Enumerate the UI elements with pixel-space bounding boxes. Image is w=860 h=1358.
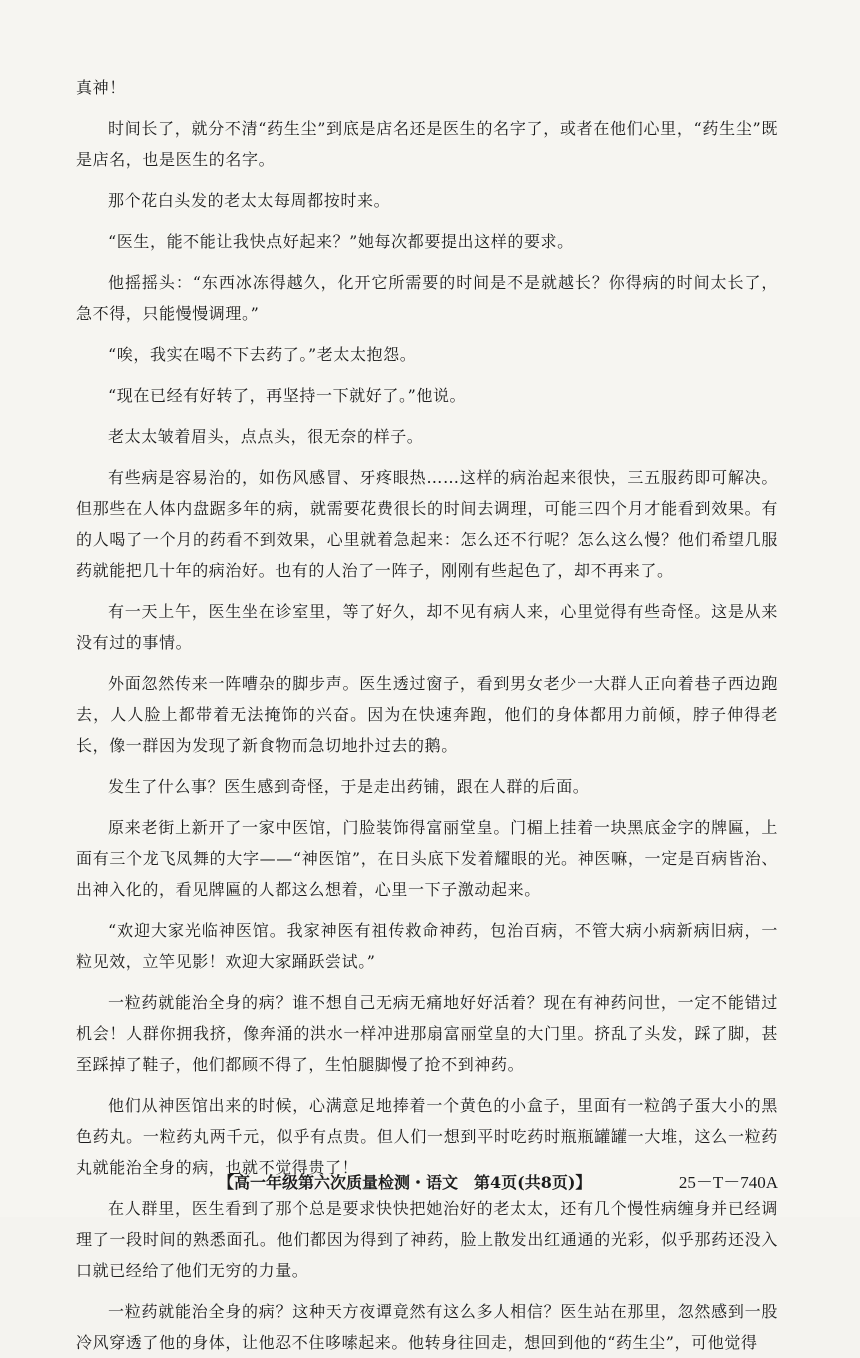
paragraph: 有一天上午，医生坐在诊室里，等了好久，却不见有病人来，心里觉得有些奇怪。这是从来没有过的事情。 <box>76 602 778 652</box>
paragraph: 发生了什么事？医生感到奇怪，于是走出药铺，跟在人群的后面。 <box>108 777 590 796</box>
paragraph: 他们从神医馆出来的时候，心满意足地捧着一个黄色的小盒子，里面有一粒鸽子蛋大小的黑色药丸。一粒药丸两千元，似乎有点贵。但人们一想到平时吃药时瓶瓶罐罐一大堆，这么一粒药丸就能治全身的病，也就不觉得贵了！ <box>76 1096 778 1177</box>
paragraph: 有些病是容易治的，如伤风感冒、牙疼眼热……这样的病治起来很快，三五服药即可解决。但那些在人体内盘踞多年的病，就需要花费很长的时间去调理，可能三四个月才能看到效果。有的人喝了一个月的药看不到效果，心里就着急起来：怎么还不行呢？怎么这么慢？他们希望几服药就能把几十年的病治好。也有的人治了一阵子，刚刚有些起色了，却不再来了。 <box>76 468 778 580</box>
paragraph: 他摇摇头：“东西冰冻得越久，化开它所需要的时间是不是就越长？你得病的时间太长了，急不得，只能慢慢调理。” <box>76 273 778 323</box>
body-text <box>76 72 778 1358</box>
paragraph: 老太太皱着眉头，点点头，很无奈的样子。 <box>108 427 424 446</box>
paragraph: “现在已经有好转了，再坚持一下就好了。”他说。 <box>108 386 467 405</box>
exam-label: 【高一年级第六次质量检测・语文 第4页(共8页)】 <box>218 1173 592 1192</box>
page-footer <box>218 1168 778 1193</box>
paragraph: “欢迎大家光临神医馆。我家神医有祖传救命神药，包治百病，不管大病小病新病旧病，一粒见效，立竿见影！欢迎大家踊跃尝试。” <box>76 921 778 971</box>
paragraph: “唉，我实在喝不下去药了。”老太太抱怨。 <box>108 345 417 364</box>
paragraph: 原来老街上新开了一家中医馆，门脸装饰得富丽堂皇。门楣上挂着一块黑底金字的牌匾，上面有三个龙飞凤舞的大字——“神医馆”，在日头底下发着耀眼的光。神医嘛，一定是百病皆治、出神入化的，看见牌匾的人都这么想着，心里一下子激动起来。 <box>76 818 778 899</box>
exam-code: 25－T－740A <box>678 1173 778 1192</box>
paragraph: 在人群里，医生看到了那个总是要求快快把她治好的老太太，还有几个慢性病缠身并已经调理了一段时间的熟悉面孔。他们都因为得到了神药，脸上散发出红通通的光彩，似乎那药还没入口就已经给了他们无穷的力量。 <box>76 1199 778 1280</box>
paragraph: 那个花白头发的老太太每周都按时来。 <box>108 191 391 210</box>
paragraph: 一粒药就能治全身的病？这种天方夜谭竟然有这么多人相信？医生站在那里，忽然感到一股冷风穿透了他的身体，让他忍不住哆嗦起来。他转身往回走，想回到他的“药生尘”，可他觉得 <box>76 1302 778 1352</box>
paragraph: 真神！ <box>76 78 126 97</box>
paragraph: 时间长了，就分不清“药生尘”到底是店名还是医生的名字了，或者在他们心里，“药生尘”既是店名，也是医生的名字。 <box>76 119 778 169</box>
paragraph: 外面忽然传来一阵嘈杂的脚步声。医生透过窗子，看到男女老少一大群人正向着巷子西边跑去，人人脸上都带着无法掩饰的兴奋。因为在快速奔跑，他们的身体都用力前倾，脖子伸得老长，像一群因为发现了新食物而急切地扑过去的鹅。 <box>76 674 778 755</box>
paragraph: “医生，能不能让我快点好起来？”她每次都要提出这样的要求。 <box>108 232 574 251</box>
paragraph: 一粒药就能治全身的病？谁不想自己无病无痛地好好活着？现在有神药问世，一定不能错过机会！人群你拥我挤，像奔涌的洪水一样冲进那扇富丽堂皇的大门里。挤乱了头发，踩了脚，甚至踩掉了鞋子，他们都顾不得了，生怕腿脚慢了抢不到神药。 <box>76 993 778 1074</box>
